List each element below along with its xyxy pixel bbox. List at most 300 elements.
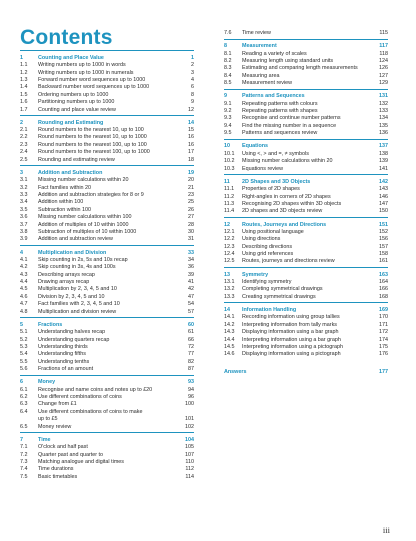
entry-number: 7.2	[20, 451, 28, 458]
entry-number: 9.5	[224, 130, 232, 137]
entry-title: Using <, > and =, ≠ symbols	[242, 150, 309, 157]
contents-chapter-heading	[20, 120, 194, 127]
entry-title: Counting and place value review	[38, 106, 116, 113]
entry-title: Time review	[242, 30, 271, 36]
entry-number: 2.4	[20, 149, 28, 156]
entry-title: Change from £1	[38, 401, 77, 408]
entry-page: 66	[188, 336, 194, 343]
entry-number: 10.3	[224, 165, 235, 172]
entry-number: 4	[20, 249, 23, 256]
contents-entry	[20, 62, 194, 69]
contents-left-column	[20, 49, 194, 481]
entry-number: 3.8	[20, 228, 28, 235]
entry-title: Addition and Subtraction	[38, 169, 103, 176]
entry-page: 23	[188, 191, 194, 198]
contents-entry	[224, 108, 388, 115]
entry-number: 6.4	[20, 408, 28, 415]
contents-entry	[20, 394, 194, 401]
contents-entry	[20, 452, 194, 459]
entry-page: 20	[188, 177, 194, 184]
contents-entry	[20, 142, 194, 149]
answers-entry	[224, 369, 388, 376]
entry-title: Fractions of an amount	[38, 366, 94, 373]
entry-title: up to £5	[38, 416, 58, 423]
contents-entry	[224, 166, 388, 173]
entry-number: 1.1	[20, 62, 28, 69]
entry-number: 7.4	[20, 466, 28, 473]
contents-chapter-heading	[224, 93, 388, 100]
entry-title: Round numbers to the nearest 10, up to 1000	[38, 134, 147, 141]
entry-number: 5.6	[20, 366, 28, 373]
contents-chapter-heading	[20, 379, 194, 386]
contents-entry	[20, 199, 194, 206]
entry-page: 118	[379, 50, 388, 57]
entry-number: 3	[20, 169, 23, 176]
entry-title: 2D shapes and 3D objects review	[242, 208, 323, 215]
entry-title: Equations review	[242, 165, 284, 172]
entry-page: 60	[188, 321, 194, 328]
entry-page: 105	[185, 444, 194, 451]
entry-page: 16	[188, 134, 194, 141]
entry-number: 2.3	[20, 141, 28, 148]
entry-number: 14	[224, 306, 230, 313]
contents-entry	[224, 351, 388, 358]
entry-number: 9.4	[224, 122, 232, 129]
contents-entry	[224, 130, 388, 137]
entry-number: 11.2	[224, 193, 235, 200]
entry-title: Missing number calculations within 100	[38, 214, 132, 221]
entry-page: 132	[379, 100, 388, 107]
entry-title: Repeating patterns with shapes	[242, 108, 318, 115]
entry-number: 6	[20, 379, 23, 386]
entry-number: 6.5	[20, 423, 28, 430]
contents-entry	[20, 264, 194, 271]
contents-chapter-heading	[224, 43, 388, 50]
entry-title: Routes, journeys and directions review	[242, 258, 335, 265]
entry-title: Multiplication and Division	[38, 249, 107, 256]
entry-page: 170	[379, 314, 388, 321]
contents-entry	[20, 459, 194, 466]
entry-title: Subtraction of multiples of 10 within 1000	[38, 228, 137, 235]
entry-page: 9	[191, 99, 194, 106]
entry-page: 127	[379, 72, 388, 79]
entry-title: Recognising 2D shapes within 3D objects	[242, 200, 342, 207]
entry-page: 28	[188, 221, 194, 228]
entry-page: 133	[379, 108, 388, 115]
entry-title: Round numbers to the nearest 100, up to 1000	[38, 149, 150, 156]
contents-entry	[20, 77, 194, 84]
contents-entry	[20, 294, 194, 301]
entry-title: Understanding thirds	[38, 343, 88, 350]
entry-title: Addition and subtraction strategies for 8 or 9	[38, 191, 144, 198]
entry-page: 136	[379, 130, 388, 137]
contents-entry	[224, 194, 388, 201]
entry-number: 7.5	[20, 473, 28, 480]
entry-number: 14.2	[224, 321, 235, 328]
entry-page: 77	[188, 351, 194, 358]
contents-chapter-heading	[20, 322, 194, 329]
contents-entry	[224, 337, 388, 344]
answers-page: 177	[379, 368, 388, 375]
entry-page: 19	[188, 169, 194, 176]
contents-entry	[20, 366, 194, 373]
entry-page: 166	[379, 286, 388, 293]
entry-number: 4.2	[20, 264, 28, 271]
entry-number: 5.4	[20, 351, 28, 358]
entry-number: 8.4	[224, 72, 232, 79]
contents-entry	[20, 309, 194, 316]
entry-page: 25	[188, 199, 194, 206]
entry-title: Measurement review	[242, 80, 293, 87]
entry-title: Use different combinations of coins	[38, 394, 122, 401]
entry-number: 3.9	[20, 236, 28, 243]
entry-title: Addition and subtraction review	[38, 236, 113, 243]
contents-entry	[20, 409, 194, 416]
contents-entry	[224, 294, 388, 301]
entry-page: 26	[188, 206, 194, 213]
entry-number: 14.5	[224, 343, 235, 350]
contents-entry	[20, 107, 194, 114]
entry-title: Subtraction within 100	[38, 206, 92, 213]
entry-page: 36	[188, 264, 194, 271]
entry-number: 9.1	[224, 100, 232, 107]
entry-number: 3.3	[20, 191, 28, 198]
entry-page: 152	[379, 228, 388, 235]
entry-title: Money	[38, 379, 56, 386]
contents-entry	[20, 92, 194, 99]
entry-page: 172	[379, 329, 388, 336]
contents-chapter-heading	[224, 143, 388, 150]
contents-entry	[224, 115, 388, 122]
entry-page: 158	[379, 251, 388, 258]
entry-page: 41	[188, 279, 194, 286]
entry-number: 3.1	[20, 177, 28, 184]
entry-page: 169	[379, 306, 388, 313]
entry-page: 17	[188, 149, 194, 156]
entry-title: Time durations	[38, 466, 74, 473]
entry-number: 1.4	[20, 84, 28, 91]
entry-number: 8.2	[224, 57, 232, 64]
entry-title: Forward number word sequences up to 1000	[38, 76, 146, 83]
entry-title: Measuring area	[242, 72, 280, 79]
entry-number: 3.7	[20, 221, 28, 228]
entry-page: 82	[188, 358, 194, 365]
entry-number: 12.2	[224, 236, 235, 243]
entry-title: Creating symmetrical drawings	[242, 293, 316, 300]
entry-page: 171	[379, 321, 388, 328]
entry-number: 3.2	[20, 184, 28, 191]
entry-title: Reading a variety of scales	[242, 50, 307, 57]
entry-page: 126	[379, 65, 388, 72]
contents-chapter-heading	[20, 437, 194, 444]
entry-page: 96	[188, 394, 194, 401]
contents-entry	[20, 424, 194, 431]
contents-entry	[224, 229, 388, 236]
entry-page: 131	[379, 93, 388, 100]
entry-number: 7.6	[224, 30, 232, 36]
entry-title: Skip counting in 3s, 4s and 100s	[38, 264, 116, 271]
contents-entry	[224, 314, 388, 321]
entry-page: 138	[379, 150, 388, 157]
contents-entry	[20, 359, 194, 366]
entry-title: Right-angles in corners of 2D shapes	[242, 193, 331, 200]
contents-entry	[224, 101, 388, 108]
entry-page: 33	[188, 249, 194, 256]
entry-title: Addition of multiples of 10 within 1000	[38, 221, 129, 228]
entry-title: Understanding fifths	[38, 351, 86, 358]
entry-page: 2	[191, 62, 194, 69]
entry-number: 3.4	[20, 199, 28, 206]
entry-page: 31	[188, 236, 194, 243]
entry-page: 18	[188, 156, 194, 163]
contents-entry	[224, 80, 388, 87]
contents-entry	[224, 344, 388, 351]
contents-entry	[224, 151, 388, 158]
contents-entry	[224, 158, 388, 165]
entry-title: Division by 2, 3, 4, 5 and 10	[38, 293, 105, 300]
entry-number: 12.3	[224, 243, 235, 250]
entry-number: 8.5	[224, 80, 232, 87]
entry-title: Information Handling	[242, 306, 297, 313]
entry-title: Multiplication and division review	[38, 308, 117, 315]
contents-entry	[20, 351, 194, 358]
entry-page: 139	[379, 158, 388, 165]
contents-entry	[20, 236, 194, 243]
entry-title: Interpreting information using a pictograph	[242, 343, 343, 350]
entry-title: Routes, Journeys and Directions	[242, 221, 327, 228]
entry-page: 129	[379, 80, 388, 87]
entry-page: 47	[188, 293, 194, 300]
entry-title: Recognise and continue number patterns	[242, 115, 341, 122]
entry-page: 147	[379, 200, 388, 207]
contents-entry	[224, 30, 388, 37]
contents-entry	[20, 70, 194, 77]
contents-entry	[20, 192, 194, 199]
entry-number: 14.4	[224, 336, 235, 343]
contents-entry	[224, 279, 388, 286]
entry-number: 13.3	[224, 293, 235, 300]
entry-page: 141	[379, 165, 388, 172]
contents-entry	[20, 337, 194, 344]
entry-number: 8.1	[224, 50, 232, 57]
entry-title: Recognise and name coins and notes up to £20	[38, 386, 153, 393]
entry-title: Time	[38, 436, 51, 443]
entry-number: 13	[224, 271, 230, 278]
contents-entry	[20, 272, 194, 279]
entry-title: Properties of 2D shapes	[242, 186, 300, 193]
entry-number: 4.5	[20, 286, 28, 293]
entry-title: Money review	[38, 423, 72, 430]
contents-entry	[20, 157, 194, 164]
entry-page: 137	[379, 143, 388, 150]
contents-chapter-heading	[20, 55, 194, 62]
entry-number: 14.1	[224, 314, 235, 321]
entry-number: 5	[20, 321, 23, 328]
entry-title: Describing directions	[242, 243, 293, 250]
contents-entry	[20, 387, 194, 394]
entry-title: Writing numbers up to 1000 in numerals	[38, 69, 134, 76]
entry-title: Quarter past and quarter to	[38, 451, 104, 458]
entry-number: 6.3	[20, 401, 28, 408]
entry-number: 5.2	[20, 336, 28, 343]
entry-number: 1.2	[20, 69, 28, 76]
entry-page: 107	[185, 451, 194, 458]
entry-number: 13.1	[224, 279, 235, 286]
entry-title: Ordering numbers up to 1000	[38, 91, 109, 98]
entry-page: 42	[188, 286, 194, 293]
contents-entry	[20, 134, 194, 141]
entry-page: 102	[185, 423, 194, 430]
entry-number: 2.2	[20, 134, 28, 141]
contents-entry	[20, 301, 194, 308]
entry-number: 6.1	[20, 386, 28, 393]
entry-title: Estimating and comparing length measurements	[242, 65, 358, 72]
contents-entry	[224, 286, 388, 293]
contents-right-column	[224, 30, 388, 376]
contents-entry	[224, 201, 388, 208]
entry-title: Symmetry	[242, 271, 269, 278]
entry-title: Partitioning numbers up to 1000	[38, 99, 115, 106]
entry-page: 176	[379, 351, 388, 358]
contents-entry	[20, 416, 194, 423]
entry-page: 27	[188, 214, 194, 221]
entry-title: Patterns and Sequences	[242, 93, 305, 100]
entry-title: Matching analogue and digital times	[38, 459, 125, 465]
entry-page: 93	[188, 379, 194, 386]
contents-entry	[20, 444, 194, 451]
contents-chapter-heading	[20, 250, 194, 257]
entry-page: 12	[188, 106, 194, 113]
entry-number: 4.6	[20, 293, 28, 300]
entry-page: 54	[188, 301, 194, 308]
entry-number: 3.6	[20, 214, 28, 221]
entry-number: 10	[224, 143, 230, 150]
contents-entry	[224, 208, 388, 215]
entry-title: Missing number calculations within 20	[242, 158, 333, 165]
contents-chapter-heading	[224, 272, 388, 279]
contents-chapter-heading	[20, 170, 194, 177]
entry-title: Understanding halves recap	[38, 329, 106, 336]
entry-page: 8	[191, 91, 194, 98]
entry-page: 72	[188, 343, 194, 350]
entry-page: 143	[379, 186, 388, 193]
contents-entry	[224, 258, 388, 265]
entry-page: 61	[188, 329, 194, 336]
entry-page: 4	[191, 76, 194, 83]
entry-number: 13.2	[224, 286, 235, 293]
entry-title: Measuring length using standard units	[242, 57, 334, 64]
entry-number: 4.8	[20, 308, 28, 315]
entry-number: 2	[20, 119, 23, 126]
entry-title: Completing symmetrical drawings	[242, 286, 323, 293]
entry-page: 104	[185, 436, 194, 443]
contents-entry	[20, 149, 194, 156]
contents-chapter-heading	[224, 222, 388, 229]
entry-title: Round numbers to the nearest 100, up to 100	[38, 141, 147, 148]
entry-number: 4.7	[20, 301, 28, 308]
entry-title: Find the missing number in a sequence	[242, 122, 337, 129]
entry-title: Fractions	[38, 321, 63, 328]
contents-entry	[224, 244, 388, 251]
entry-title: Round numbers to the nearest 10, up to 100	[38, 127, 144, 134]
contents-entry	[20, 474, 194, 481]
contents-entry	[20, 466, 194, 473]
entry-page: 3	[191, 69, 194, 76]
entry-title: Measurement	[242, 43, 277, 50]
contents-entry	[20, 84, 194, 91]
page-number: iii	[382, 525, 390, 535]
entry-number: 1.7	[20, 106, 28, 113]
entry-title: Multiplication by 2, 3, 4, 5 and 10	[38, 286, 117, 293]
contents-entry	[20, 214, 194, 221]
contents-entry	[20, 99, 194, 106]
entry-number: 1.6	[20, 99, 28, 106]
entry-page: 100	[185, 401, 194, 408]
contents-entry	[224, 186, 388, 193]
entry-title: Describing arrays recap	[38, 271, 95, 278]
entry-number: 2.1	[20, 127, 28, 134]
entry-number: 4.1	[20, 256, 28, 263]
contents-entry	[20, 279, 194, 286]
entry-number: 14.6	[224, 351, 235, 358]
entry-number: 7	[20, 436, 23, 443]
entry-page: 101	[185, 416, 194, 423]
entry-page: 134	[379, 115, 388, 122]
contents-entry	[224, 73, 388, 80]
entry-title: Writing numbers up to 1000 in words	[38, 62, 126, 69]
entry-title: Addition within 100	[38, 199, 84, 206]
entry-title: Identifying symmetry	[242, 279, 292, 286]
entry-number: 12	[224, 221, 230, 228]
contents-entry	[224, 251, 388, 258]
entry-number: 8	[224, 43, 227, 50]
entry-page: 135	[379, 122, 388, 129]
entry-title: Counting and Place Value	[38, 54, 104, 61]
entry-page: 157	[379, 243, 388, 250]
contents-entry	[20, 222, 194, 229]
contents-entry	[224, 236, 388, 243]
entry-page: 164	[379, 279, 388, 286]
entry-number: 3.5	[20, 206, 28, 213]
entry-number: 11.3	[224, 200, 235, 207]
entry-title: Interpreting information using a bar graph	[242, 336, 341, 343]
entry-title: Missing number calculations within 20	[38, 177, 129, 184]
entry-page: 87	[188, 366, 194, 373]
entry-title: Rounding and estimating review	[38, 156, 115, 163]
entry-number: 5.5	[20, 358, 28, 365]
entry-page: 15	[188, 127, 194, 134]
entry-page: 150	[379, 208, 388, 215]
entry-page: 30	[188, 228, 194, 235]
entry-page: 161	[379, 258, 388, 265]
entry-number: 1.3	[20, 76, 28, 83]
entry-page: 94	[188, 386, 194, 393]
entry-number: 8.3	[224, 65, 232, 72]
contents-chapter-heading	[224, 179, 388, 186]
entry-number: 2.5	[20, 156, 28, 163]
entry-title: Repeating patterns with colours	[242, 100, 318, 107]
entry-number: 9.2	[224, 108, 232, 115]
entry-page: 156	[379, 236, 388, 243]
contents-entry	[224, 51, 388, 58]
entry-title: 2D Shapes and 3D Objects	[242, 178, 311, 185]
entry-title: Equations	[242, 143, 269, 150]
entry-title: Understanding quarters recap	[38, 336, 110, 343]
entry-number: 9.3	[224, 115, 232, 122]
contents-entry	[224, 322, 388, 329]
entry-page: 16	[188, 141, 194, 148]
entry-number: 7.1	[20, 444, 28, 451]
